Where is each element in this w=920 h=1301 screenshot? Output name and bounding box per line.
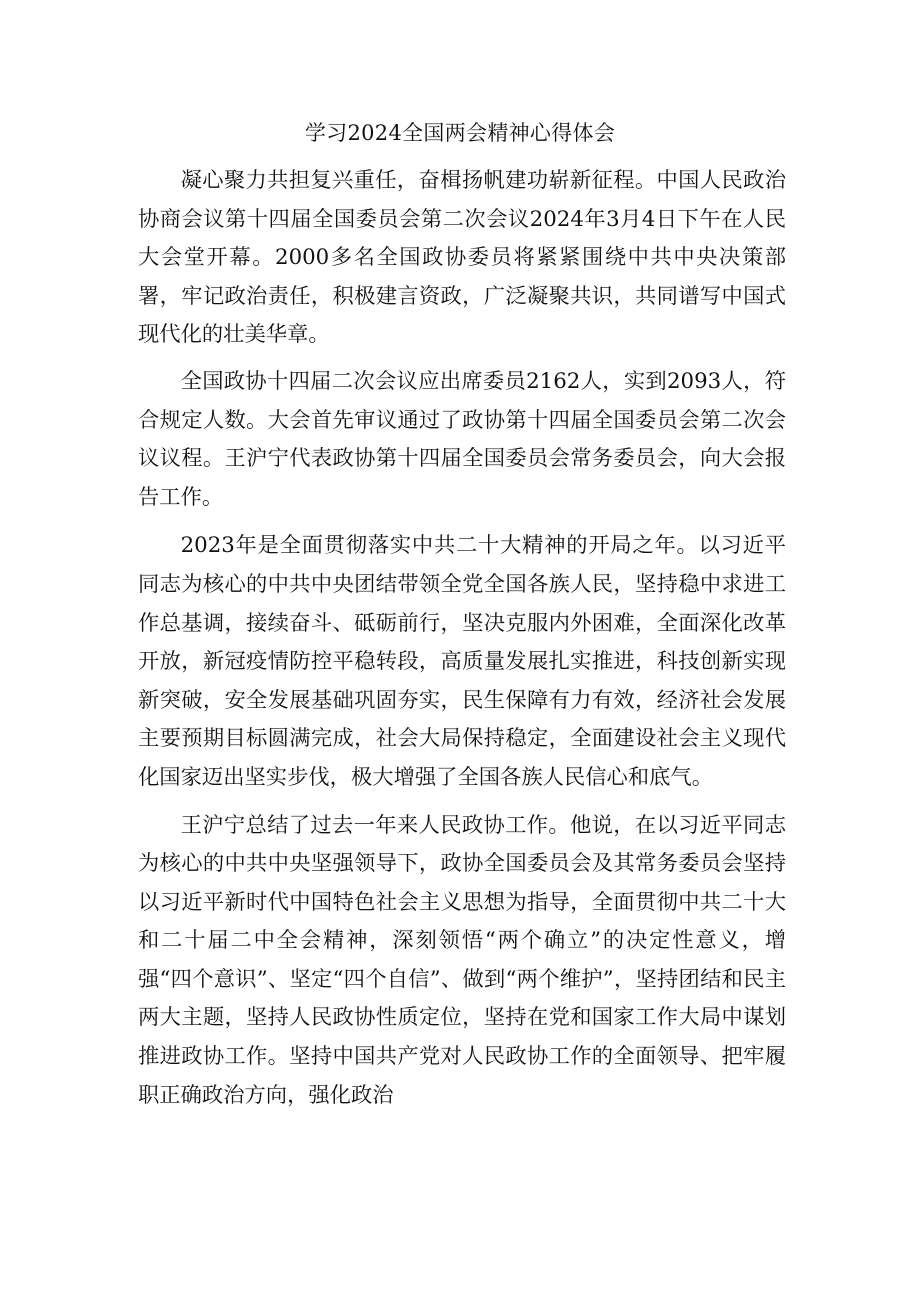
paragraph-2023-review: 2023年是全面贯彻落实中共二十大精神的开局之年。以习近平同志为核心的中共中央团结带领全党全国各族人民，坚持稳中求进工作总基调，接续奋斗、砥砺前行，坚决克服内外困难，全面深化改革开放，新冠疫情防控平稳转段，高质量发展扎实推进，科技创新实现新突破，安全发展基础巩固夯实，民生保障有力有效，经济社会发展主要预期目标圆满完成，社会大局保持稳定，全面建设社会主义现代化国家迈出坚实步伐，极大增强了全国各族人民信心和底气。	[138, 533, 786, 790]
paragraph-attendance: 全国政协十四届二次会议应出席委员2162人，实到2093人，符合规定人数。大会首先审议通过了政协第十四届全国委员会第二次会议议程。王沪宁代表政协第十四届全国委员会常务委员会，向大会报告工作。	[138, 368, 786, 510]
document-body	[138, 162, 786, 1115]
document-title: 学习2024全国两会精神心得体会	[304, 121, 616, 145]
paragraph-opening: 凝心聚力共担复兴重任，奋楫扬帆建功崭新征程。中国人民政治协商会议第十四届全国委员会第二次会议2024年3月4日下午在人民大会堂开幕。2000多名全国政协委员将紧紧围绕中共中央决策部署，牢记政治责任，积极建言资政，广泛凝聚共识，共同谱写中国式现代化的壮美华章。	[138, 168, 786, 348]
paragraph-work-summary: 王沪宁总结了过去一年来人民政协工作。他说，在以习近平同志为核心的中共中央坚强领导下，政协全国委员会及其常务委员会坚持以习近平新时代中国特色社会主义思想为指导，全面贯彻中共二十大和二十届二中全会精神，深刻领悟“两个确立”的决定性意义，增强“四个意识”、坚定“四个自信”、做到“两个维护”，坚持团结和民主两大主题，坚持人民政协性质定位，坚持在党和国家工作大局中谋划推进政协工作。坚持中国共产党对人民政协工作的全面领导、把牢履职正确政治方向，强化政治	[138, 812, 786, 1108]
